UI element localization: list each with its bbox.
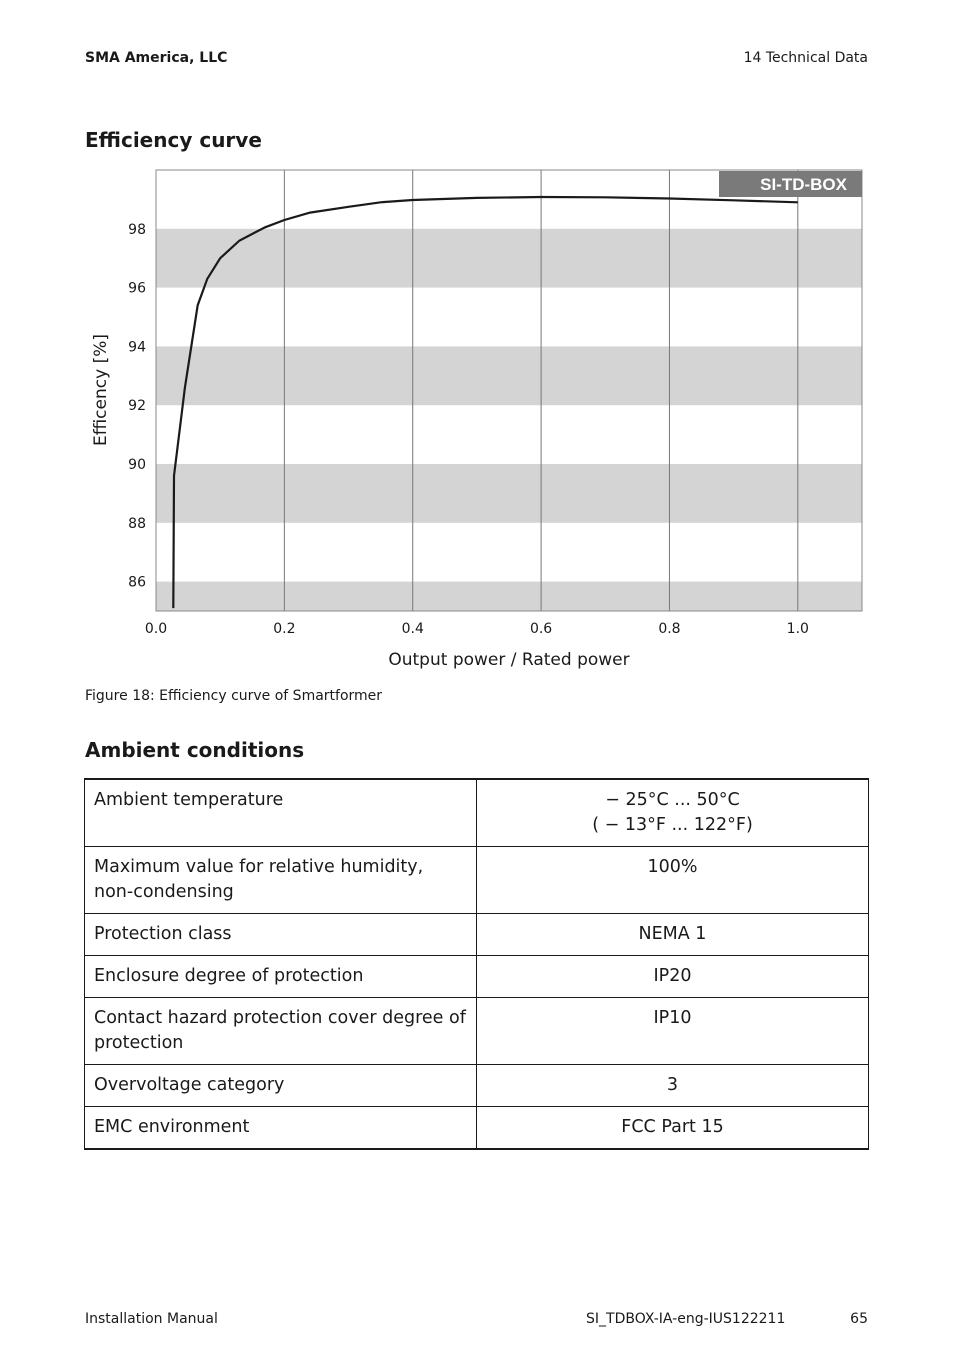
x-tick-label: 0.6 (529, 621, 553, 637)
value-cell: 100% (477, 847, 869, 914)
figure-caption: Figure 18: Efficiency curve of Smartformer (85, 688, 383, 704)
value-cell: IP20 (477, 956, 869, 998)
table-row (85, 1065, 869, 1107)
x-tick-label: 0.2 (273, 621, 296, 637)
y-tick-label: 92 (128, 398, 146, 415)
badge-label: SI-TD-BOX (760, 175, 847, 194)
footer-page: 65 (850, 1311, 868, 1327)
table-row (85, 998, 869, 1065)
y-tick-label: 96 (128, 280, 146, 297)
parameter-cell: Ambient temperature (85, 779, 477, 847)
table-row (85, 779, 869, 847)
x-axis-label: Output power / Rated power (388, 650, 630, 670)
y-axis-label: Efficency [%] (91, 334, 111, 446)
header-section: 14 Technical Data (743, 50, 868, 66)
value-cell: − 25°C ... 50°C ( − 13°F ... 122°F) (477, 779, 869, 847)
header-company: SMA America, LLC (85, 50, 228, 66)
shaded-band (156, 229, 862, 288)
parameter-cell: Overvoltage category (85, 1065, 477, 1107)
footer-code: SI_TDBOX-IA-eng-IUS122211 (586, 1311, 786, 1327)
efficiency-heading: Efficiency curve (85, 128, 262, 152)
value-cell: NEMA 1 (477, 914, 869, 956)
y-tick-label: 88 (128, 515, 146, 532)
parameter-cell: Enclosure degree of protection (85, 956, 477, 998)
y-tick-label: 86 (128, 574, 146, 591)
y-tick-label: 98 (128, 221, 146, 238)
y-tick-label: 90 (128, 457, 146, 473)
table-row (85, 914, 869, 956)
table-row (85, 1107, 869, 1150)
x-tick-label: 0.4 (401, 621, 424, 637)
x-tick-label: 1.0 (786, 621, 809, 637)
footer-doc: Installation Manual (85, 1311, 218, 1327)
value-cell: 3 (477, 1065, 869, 1107)
x-tick-label: 0.0 (144, 621, 168, 637)
ambient-heading: Ambient conditions (85, 738, 305, 762)
shaded-band (156, 346, 862, 405)
y-tick-label: 94 (128, 339, 146, 356)
table-row (85, 956, 869, 998)
efficiency-chart (0, 0, 954, 680)
parameter-cell: Contact hazard protection cover degree of protection (85, 998, 477, 1065)
parameter-cell: Maximum value for relative humidity, non-condensing (85, 847, 477, 914)
table-row (85, 847, 869, 914)
shaded-band (156, 464, 862, 523)
parameter-cell: Protection class (85, 914, 477, 956)
value-cell: FCC Part 15 (477, 1107, 869, 1150)
shaded-band (156, 582, 862, 611)
value-cell: IP10 (477, 998, 869, 1065)
x-tick-label: 0.8 (658, 621, 681, 637)
parameter-cell: EMC environment (85, 1107, 477, 1150)
ambient-table (84, 778, 869, 1150)
